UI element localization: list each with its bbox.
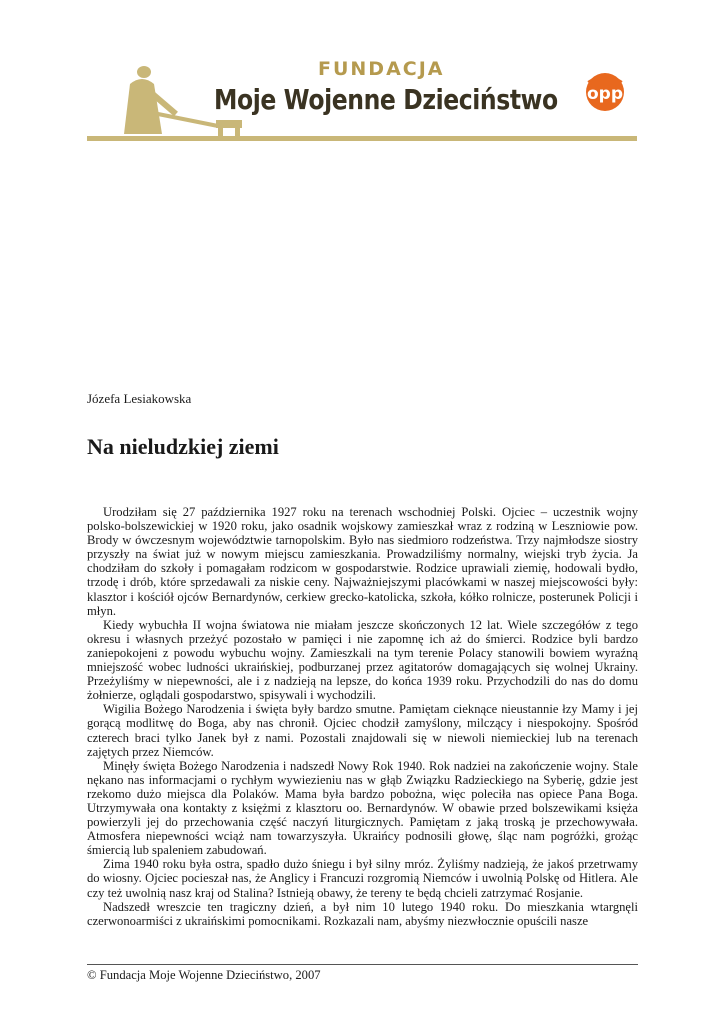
- paragraph: Wigilia Bożego Narodzenia i święta były bardzo smutne. Pamiętam cieknące nieustannie łzy Mamy i jej gorącą modlitwę do Boga, aby nas chronił. Ojciec chodził zamyślony, milczący i niespokojny. Spośród czterech braci tylko Janek był z nami. Pozostali znajdowali się w niewoli niemieckiej lub na terenach zajętych przez Niemców.: [87, 702, 638, 759]
- footer-divider: [87, 964, 638, 965]
- foundation-name: Moje Wojenne Dzieciństwo: [214, 83, 558, 116]
- opp-badge-logo: [582, 68, 628, 118]
- foundation-label: FUNDACJA: [318, 58, 445, 80]
- article-title: Na nieludzkiej ziemi: [87, 434, 279, 459]
- opp-badge-icon: [582, 68, 628, 114]
- footer-copyright: © Fundacja Moje Wojenne Dzieciństwo, 2007: [87, 968, 321, 982]
- paragraph: Zima 1940 roku była ostra, spadło dużo śniegu i był silny mróz. Żyliśmy nadzieją, że jakoś przetrwamy do wiosny. Ojciec pocieszał nas, że Anglicy i Francuzi rozgromią Niemców i uwolnią Polskę od Hitlera. Ale czy też uwolnią nasz kraj od Stalina? Istnieją obawy, że tereny te będą chcieli zatrzymać Rosjanie.: [87, 857, 638, 900]
- author-name: Józefa Lesiakowska: [87, 391, 192, 406]
- header-divider: [87, 136, 637, 141]
- paragraph: Nadszedł wreszcie ten tragiczny dzień, a był nim 10 lutego 1940 roku. Do mieszkania wtargnęli czerwonoarmiści z ukraińskimi pomocnikami. Rozkazali nam, abyśmy niezwłocznie opuścili nasze: [87, 899, 638, 928]
- article-body: [87, 505, 638, 928]
- page-header: [0, 0, 725, 150]
- opp-badge-text: opp: [586, 84, 624, 104]
- paragraph: Kiedy wybuchła II wojna światowa nie miałam jeszcze skończonych 12 lat. Wiele szczegółów z tego okresu i własnych przeżyć pozostało w pamięci i nie zapomnę ich aż do śmierci. Rodzice byli bardzo zaniepokojeni z powodu wybuchu wojny. Zamieszkali na tym terenie Polacy stanowili bowiem wyraźną mniejszość wobec ludności ukraińskiej, podburzanej przez agitatorów domagających się wolnej Ukrainy. Przeżyliśmy w niepewności, ale i z nadzieją na lepsze, do końca 1939 roku. Przychodzili do nas do domu żołnierze, oglądali gospodarstwo, spisywali i wychodzili.: [87, 617, 638, 703]
- paragraph: Minęły święta Bożego Narodzenia i nadszedł Nowy Rok 1940. Rok nadziei na zakończenie wojny. Stale nękano nas informacjami o rychłym wywiezieniu nas w głąb Związku Radzieckiego na Syberię, gdzie jest rzekomo dużo miejsca dla Polaków. Mama była bardzo pobożna, więc poleciła nas opiece Pana Boga. Utrzymywała ona kontakty z księżmi z klasztoru oo. Bernardynów. W obawie przed bolszewikami księża powierzyli jej do przechowania część naczyń liturgicznych. Pamiętam z jaką troską je przechowywała. Atmosfera niepewności wciąż nam towarzyszyła. Ukraińcy podnosili głowę, śląc nam pogróżki, grożąc śmiercią lub spaleniem zabudowań.: [87, 758, 638, 858]
- paragraph: Urodziłam się 27 października 1927 roku na terenach wschodniej Polski. Ojciec – uczestnik wojny polsko-bolszewickiej w 1920 roku, jako osadnik wojskowy zamieszkał wraz z rodziną w Leszniowie pow. Brody w ówczesnym województwie tarnopolskim. Było nas siedmioro rodzeństwa. Trzy najmłodsze siostry przyszły na świat już w nowym miejscu zamieszkania. Prowadziliśmy normalny, wiejski tryb życia. Ja chodziłam do szkoły i pomagałam rodzicom w gospodarstwie. Rodzice uprawiali ziemię, hodowali bydło, trzodę i drób, które sprzedawali za niskie ceny. Najważniejszymi placówkami w naszej miejscowości były: klasztor i kościół ojców Bernardynów, cerkiew grecko-katolicka, szkoła, kółko rolnicze, posterunek Policji i młyn.: [87, 505, 638, 618]
